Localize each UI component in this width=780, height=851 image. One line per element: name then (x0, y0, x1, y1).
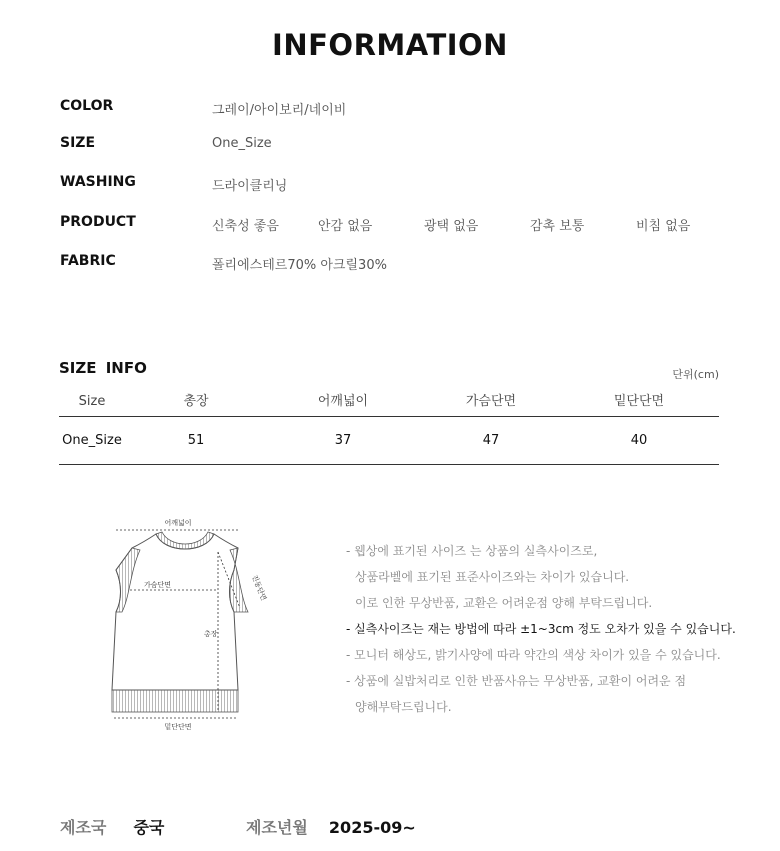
note-line: - 상품에 실밥처리로 인한 반품사유는 무상반품, 교환이 어려운 점 (346, 674, 687, 688)
size-info-title: SIZE INFO (59, 359, 147, 377)
vest-outline (112, 532, 248, 712)
product-item-texture: 감촉 보통 (530, 219, 585, 234)
armhole-label: 진동단면 (250, 574, 267, 602)
country-of-origin (60, 815, 164, 837)
note-line: 이로 인한 무상반품, 교환은 어려운점 양해 부탁드립니다. (355, 596, 653, 610)
cell-shoulder: 37 (334, 433, 352, 448)
product-item-sheer: 비침 없음 (636, 219, 691, 234)
note-line: 양해부탁드립니다. (355, 700, 452, 714)
info-value-washing: 드라이클리닝 (212, 179, 288, 194)
date-value: 2025-09~ (328, 818, 416, 837)
cell-hem: 40 (630, 433, 648, 448)
note-line: 상품라벨에 표기된 표준사이즈와는 차이가 있습니다. (355, 570, 630, 584)
note-line-emphasis: - 실측사이즈는 재는 방법에 따라 ±1~3cm 정도 오차가 있을 수 있습니다. (346, 622, 736, 636)
header-hem: 밑단단면 (613, 394, 665, 409)
info-label-color: COLOR (60, 98, 114, 114)
info-label-size: SIZE (60, 135, 96, 151)
info-label-product: PRODUCT (60, 214, 136, 230)
country-value: 중국 (133, 818, 165, 837)
manufacture-date (246, 815, 416, 837)
shoulder-label: 어깨넓이 (164, 520, 192, 527)
size-table-header (59, 387, 719, 417)
cell-size: One_Size (62, 433, 122, 448)
info-label-fabric: FABRIC (60, 253, 116, 269)
info-value-fabric: 폴리에스테르70% 아크릴30% (212, 258, 387, 273)
notes-list (346, 538, 736, 720)
header-size: Size (78, 394, 106, 409)
date-label: 제조년월 (246, 818, 308, 837)
length-label: 총장 (204, 631, 218, 638)
header-shoulder: 어깨넓이 (317, 394, 369, 409)
product-item-stretch: 신축성 좋음 (212, 219, 279, 234)
cell-length: 51 (187, 433, 205, 448)
header-length: 총장 (183, 394, 209, 409)
page-title: INFORMATION (272, 28, 508, 62)
unit-label: 단위(cm) (672, 368, 719, 381)
note-line: - 웹상에 표기된 사이즈 는 상품의 실측사이즈로, (346, 544, 598, 558)
note-line: - 모니터 해상도, 밝기사양에 따라 약간의 색상 차이가 있을 수 있습니다. (346, 648, 721, 662)
info-value-size: One_Size (212, 136, 272, 151)
info-row-product (60, 214, 720, 236)
header-chest: 가슴단면 (465, 394, 517, 409)
vest-measurement-diagram (100, 512, 270, 732)
product-item-lining: 안감 없음 (318, 219, 373, 234)
chest-label: 가슴단면 (144, 582, 172, 589)
cell-chest: 47 (482, 433, 500, 448)
hem-label: 밑단단면 (164, 724, 192, 731)
info-value-color: 그레이/아이보리/네이비 (212, 103, 347, 118)
size-table (59, 387, 719, 465)
product-item-gloss: 광택 없음 (424, 219, 479, 234)
table-row (59, 417, 719, 465)
country-label: 제조국 (60, 818, 107, 837)
info-label-washing: WASHING (60, 174, 136, 190)
